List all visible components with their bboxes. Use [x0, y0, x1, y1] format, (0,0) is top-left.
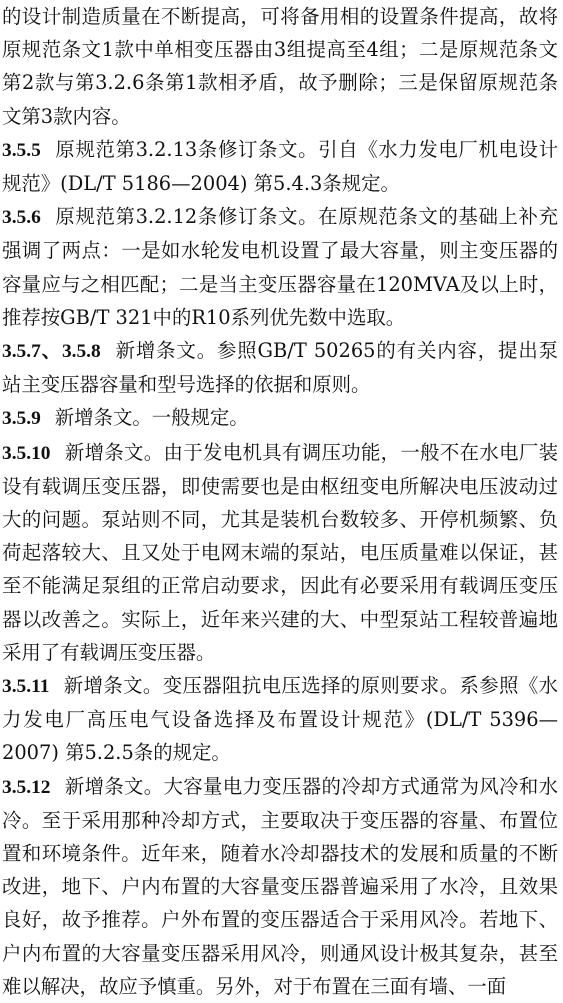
- clause-number: 3.5.12: [2, 776, 51, 798]
- clause-number: 3.5.11: [2, 676, 50, 698]
- clause-text: 新增条文。参照GB/T 50265的有关内容，提出泵站主变压器容量和型号选择的依据和原则。: [2, 339, 558, 397]
- clause-text: 新增条文。变压器阻抗电压选择的原则要求。系参照《水力发电厂高压电气设备选择及布置设计规范》(DL/T 5396—2007) 第5.2.5条的规定。: [2, 674, 558, 765]
- clause-text: 新增条文。一般规定。: [54, 406, 249, 430]
- clause-3-5-9: [2, 401, 558, 435]
- clause-number: 3.5.7、3.5.8: [2, 341, 101, 363]
- clause-text: 原规范第3.2.13条修订条文。引自《水力发电厂机电设计规范》(DL/T 5186—2004) 第5.4.3条规定。: [2, 137, 558, 196]
- clause-3-5-7-3-5-8: [2, 334, 558, 401]
- clause-number: 3.5.10: [2, 442, 51, 464]
- clause-text: 原规范第3.2.12条修订条文。在原规范条文的基础上补充强调了两点：一是如水轮发电机设置了最大容量，则主变压器的容量应与之相匹配；二是当主变压器容量在120MVA及以上时，推荐按GB/T 321中的R10系列优先数中选取。: [2, 205, 558, 329]
- paragraph-text: 的设计制造质量在不断提高，可将备用相的设置条件提高，故将原规范条文1款中单相变压器由3组提高至4组；二是原规范条文第2款与第3.2.6条第1款相矛盾，故予删除；三是保留原规范条文第3款内容。: [2, 5, 558, 128]
- clause-number: 3.5.5: [2, 139, 41, 161]
- clause-number: 3.5.9: [2, 408, 41, 430]
- paragraph-continuation: [2, 0, 558, 133]
- clause-text: 新增条文。由于发电机具有调压功能，一般不在水电厂装设有载调压变压器，即使需要也是由枢纽变电所解决电压波动过大的问题。泵站则不同，尤其是装机台数较多、开停机频繁、负荷起落较大、且又处于电网末端的泵站，电压质量难以保证，甚至不能满足泵组的正常启动要求，因此有必要采用有载调压变压器以改善之。实际上，近年来兴建的大、中型泵站工程较普遍地采用了有载调压变压器。: [2, 440, 558, 664]
- clause-3-5-12: [2, 770, 558, 1003]
- clause-text: 新增条文。大容量电力变压器的冷却方式通常为风冷和水冷。至于采用那种冷却方式，主要取决于变压器的容量、布置位置和环境条件。近年来，随着水冷却器技术的发展和质量的不断改进，地下、户内布置的大容量变压器普遍采用了水冷，且效果良好，故予推荐。户外布置的变压器适合于采用风冷。若地下、户内布置的大容量变压器采用风冷，则通风设计极其复杂，甚至难以解决，故应予慎重。另外，对于布置在三面有墙、一面: [2, 774, 558, 998]
- document-page: [2, 0, 558, 1003]
- clause-3-5-5: [2, 133, 558, 200]
- clause-3-5-10: [2, 436, 558, 669]
- clause-3-5-11: [2, 669, 558, 770]
- clause-3-5-6: [2, 200, 558, 334]
- clause-number: 3.5.6: [2, 207, 41, 229]
